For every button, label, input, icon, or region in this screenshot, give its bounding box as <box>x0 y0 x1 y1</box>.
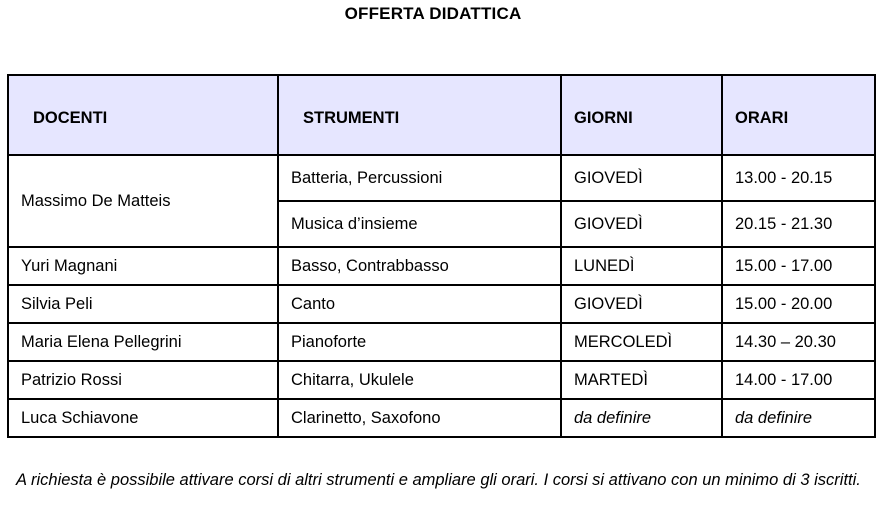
header-strumenti: STRUMENTI <box>278 75 561 155</box>
docente-cell: Massimo De Matteis <box>8 155 278 247</box>
page-title: OFFERTA DIDATTICA <box>344 4 522 23</box>
table-row <box>8 399 875 437</box>
giorni-cell: LUNEDÌ <box>561 247 722 285</box>
strumenti-cell: Pianoforte <box>278 323 561 361</box>
table-header-row <box>8 75 875 155</box>
strumenti-cell: Chitarra, Ukulele <box>278 361 561 399</box>
orari-cell: 15.00 - 20.00 <box>722 285 875 323</box>
strumenti-cell: Musica d’insieme <box>278 201 561 247</box>
strumenti-cell: Clarinetto, Saxofono <box>278 399 561 437</box>
strumenti-cell: Batteria, Percussioni <box>278 155 561 201</box>
table-row <box>8 247 875 285</box>
docente-cell: Silvia Peli <box>8 285 278 323</box>
strumenti-cell: Canto <box>278 285 561 323</box>
table-row <box>8 155 875 201</box>
docente-cell: Yuri Magnani <box>8 247 278 285</box>
orari-cell: 14.30 – 20.30 <box>722 323 875 361</box>
orari-cell: 15.00 - 17.00 <box>722 247 875 285</box>
giorni-cell: GIOVEDÌ <box>561 201 722 247</box>
giorni-cell: MARTEDÌ <box>561 361 722 399</box>
course-table <box>7 74 876 438</box>
table-row <box>8 285 875 323</box>
orari-cell: da definire <box>722 399 875 437</box>
table-row <box>8 323 875 361</box>
giorni-cell: GIOVEDÌ <box>561 285 722 323</box>
docente-cell: Luca Schiavone <box>8 399 278 437</box>
table-row <box>8 361 875 399</box>
footnote: A richiesta è possibile attivare corsi di altri strumenti e ampliare gli orari. I corsi si attivano con un minimo di 3 iscritti. <box>16 471 861 489</box>
docente-cell: Maria Elena Pellegrini <box>8 323 278 361</box>
orari-cell: 14.00 - 17.00 <box>722 361 875 399</box>
giorni-cell: GIOVEDÌ <box>561 155 722 201</box>
giorni-cell: MERCOLEDÌ <box>561 323 722 361</box>
orari-cell: 20.15 - 21.30 <box>722 201 875 247</box>
header-giorni: GIORNI <box>561 75 722 155</box>
orari-cell: 13.00 - 20.15 <box>722 155 875 201</box>
header-docenti: DOCENTI <box>8 75 278 155</box>
docente-cell: Patrizio Rossi <box>8 361 278 399</box>
header-orari: ORARI <box>722 75 875 155</box>
strumenti-cell: Basso, Contrabbasso <box>278 247 561 285</box>
giorni-cell: da definire <box>561 399 722 437</box>
